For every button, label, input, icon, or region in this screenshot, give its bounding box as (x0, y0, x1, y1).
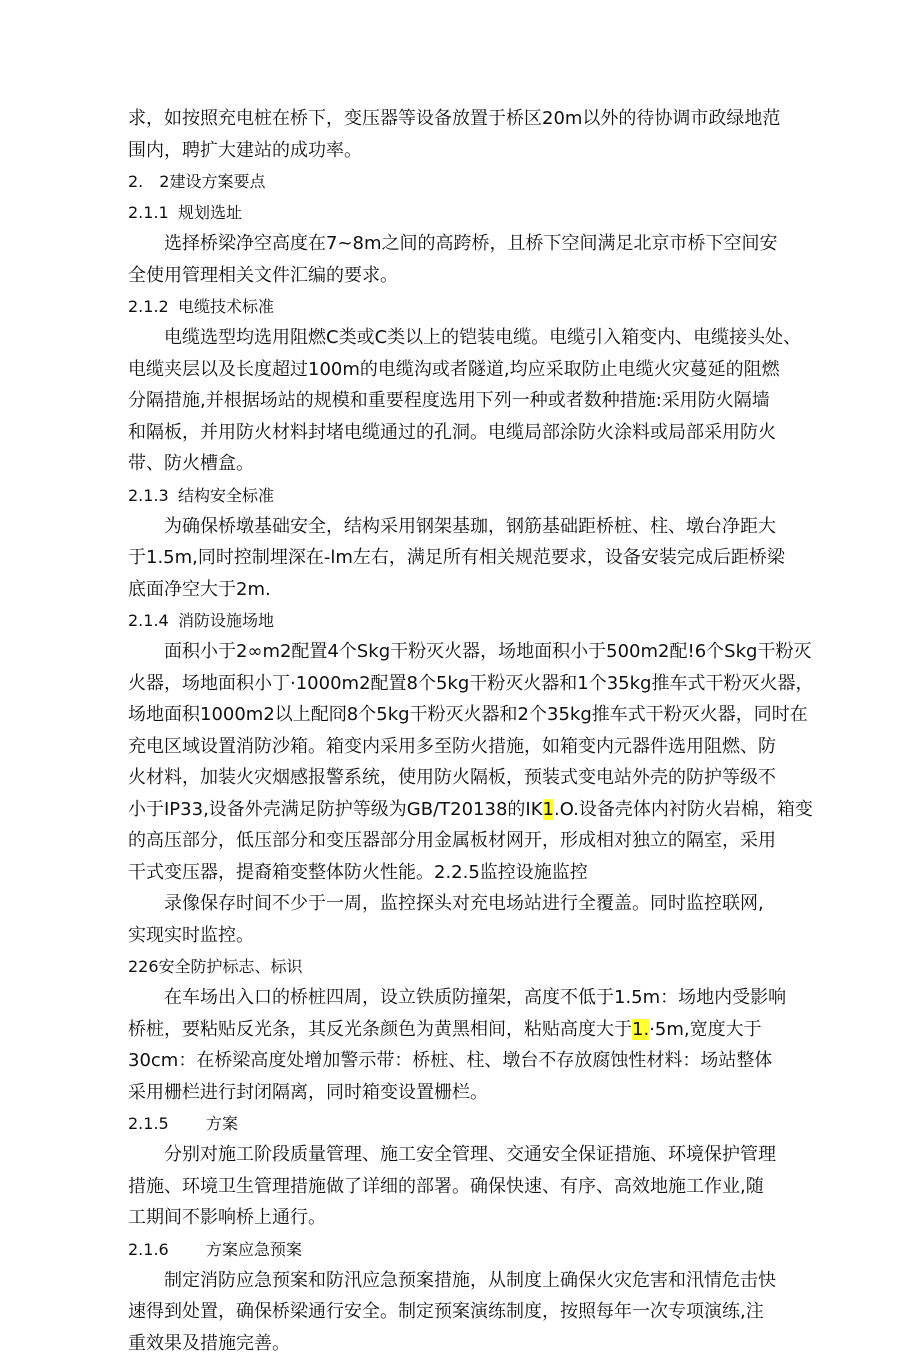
section-heading-2-1-2 (128, 291, 795, 322)
document-body (128, 103, 795, 1359)
text-segment: 桥桩，要粘贴反光条，其反光条颜色为黄黑相间，粘贴高度大于 (128, 1019, 632, 1040)
text-line: 实现实时监控。 (128, 920, 795, 952)
text-line: 30cm：在桥梁高度处增加警示带：桥桩、柱、墩台不存放腐蚀性材料：场站整体 (128, 1045, 795, 1077)
text-line: 为确保桥墩基础安全，结构采用钢架基珈，钢筋基础距桥桩、柱、墩台净距大 (128, 511, 795, 543)
text-line: 干式变压器，提裔箱变整体防火性能。2.2.5监控设施监控 (128, 857, 795, 889)
text-line (128, 794, 795, 826)
section-heading-2-1-6 (128, 1234, 795, 1265)
text-segment: .O.设备壳体内衬防火岩棉，箱变 (554, 799, 813, 820)
text-line: 制定消防应急预案和防汛应急预案措施，从制度上确保火灾危害和汛情危击快 (128, 1265, 795, 1297)
text-line: 围内，聘扩大建站的成功率。 (128, 135, 795, 167)
text-line: 速得到处置，确保桥梁通行安全。制定预案演练制度，按照每年一次专项演练,注 (128, 1296, 795, 1328)
highlighted-text: 1 (543, 799, 554, 820)
section-heading-2-2-6: 226安全防护标志、标识 (128, 951, 795, 982)
text-line: 全使用管理相关文件汇编的要求。 (128, 260, 795, 292)
text-line: 分隔措施,并根据场站的规模和重要程度选用下列一种或者数种措施:采用防火隔墙 (128, 385, 795, 417)
text-line: 在车场出入口的桥桩四周，设立铁质防撞架，高度不低于1.5m：场地内受影响 (128, 982, 795, 1014)
section-heading-2-1-4 (128, 605, 795, 636)
paragraph-emergency-plan (128, 1265, 795, 1359)
text-line: 重效果及措施完善。 (128, 1328, 795, 1359)
text-line: 面积小于2∞m2配置4个Skg干粉灭火器，场地面积小于500m2配!6个Skg干粉灭 (128, 636, 795, 668)
paragraph-safety-signs (128, 982, 795, 1108)
paragraph-monitoring (128, 888, 795, 951)
heading-title: 规划选址 (178, 203, 242, 222)
paragraph-intro (128, 103, 795, 166)
paragraph-site-selection (128, 228, 795, 291)
text-line: 底面净空大于2m. (128, 574, 795, 606)
text-line: 工期间不影响桥上通行。 (128, 1202, 795, 1234)
heading-number: 2.1.4 (128, 605, 178, 636)
text-line: 求，如按照充电桩在桥下，变压器等设备放置于桥区20m以外的待协调市政绿地范 (128, 103, 795, 135)
text-line: 选择桥梁净空高度在7~8m之间的高跨桥，且桥下空间满足北京市桥下空间安 (128, 228, 795, 260)
paragraph-cable-standard (128, 322, 795, 480)
text-line (128, 1014, 795, 1046)
text-line: 带、防火槽盒。 (128, 448, 795, 480)
text-line: 电缆选型均选用阻燃C类或C类以上的铠装电缆。电缆引入箱变内、电缆接头处、 (128, 322, 795, 354)
text-line: 场地面积1000m2以上配冏8个5kg干粉灭火器和2个35kg推车式干粉灭火器，同时在 (128, 699, 795, 731)
text-line: 电缆夹层以及长度超过100m的电缆沟或者隧道,均应采取防止电缆火灾蔓延的阻燃 (128, 354, 795, 386)
text-line: 火材料，加装火灾烟感报警系统，使用防火隔板，预装式变电站外壳的防护等级不 (128, 762, 795, 794)
heading-number: 2.1.3 (128, 480, 178, 511)
paragraph-plan (128, 1139, 795, 1234)
text-line: 于1.5m,同时控制埋深在-lm左右，满足所有相关规范要求，设备安装完成后距桥梁 (128, 542, 795, 574)
heading-title: 结构安全标准 (178, 486, 274, 505)
highlighted-text: 1. (632, 1019, 649, 1040)
text-line: 录像保存时间不少于一周，监控探头对充电场站进行全覆盖。同时监控联网, (128, 888, 795, 920)
heading-number: 2.1.5 (128, 1108, 206, 1139)
paragraph-fire-facilities (128, 636, 795, 888)
section-heading-2-1-5 (128, 1108, 795, 1139)
text-line: 措施、环境卫生管理措施做了详细的部署。确保快速、有序、高效地施工作业,随 (128, 1171, 795, 1203)
text-segment: ·5m,宽度大于 (649, 1019, 761, 1040)
section-heading-2-2: 2. 2建设方案要点 (128, 166, 795, 197)
text-line: 火器，场地面积小丁·1000m2配置8个5kg干粉灭火器和1个35kg推车式干粉灭火器， (128, 668, 795, 700)
text-line: 和隔板，并用防火材料封堵电缆通过的孔洞。电缆局部涂防火涂料或局部采用防火 (128, 417, 795, 449)
heading-number: 2.1.2 (128, 291, 178, 322)
heading-number: 2.1.1 (128, 197, 178, 228)
heading-title: 方案应急预案 (206, 1240, 302, 1259)
paragraph-structural-safety (128, 511, 795, 606)
text-line: 充电区域设置消防沙箱。箱变内采用多至防火措施，如箱变内元器件选用阻燃、防 (128, 731, 795, 763)
text-segment: 小于IP33,设备外壳满足防护等级为GB/T20138的IK (128, 799, 543, 820)
heading-title: 电缆技术标准 (178, 297, 274, 316)
section-heading-2-1-1 (128, 197, 795, 228)
section-heading-2-1-3 (128, 480, 795, 511)
text-line: 的高压部分，低压部分和变压器部分用金属板材网开，形成相对独立的隔室，采用 (128, 825, 795, 857)
text-line: 分别对施工阶段质量管理、施工安全管理、交通安全保证措施、环境保护管理 (128, 1139, 795, 1171)
heading-number: 2.1.6 (128, 1234, 206, 1265)
heading-title: 消防设施场地 (178, 611, 274, 630)
heading-title: 方案 (206, 1114, 238, 1133)
text-line: 采用栅栏进行封闭隔离，同时箱变设置栅栏。 (128, 1077, 795, 1109)
